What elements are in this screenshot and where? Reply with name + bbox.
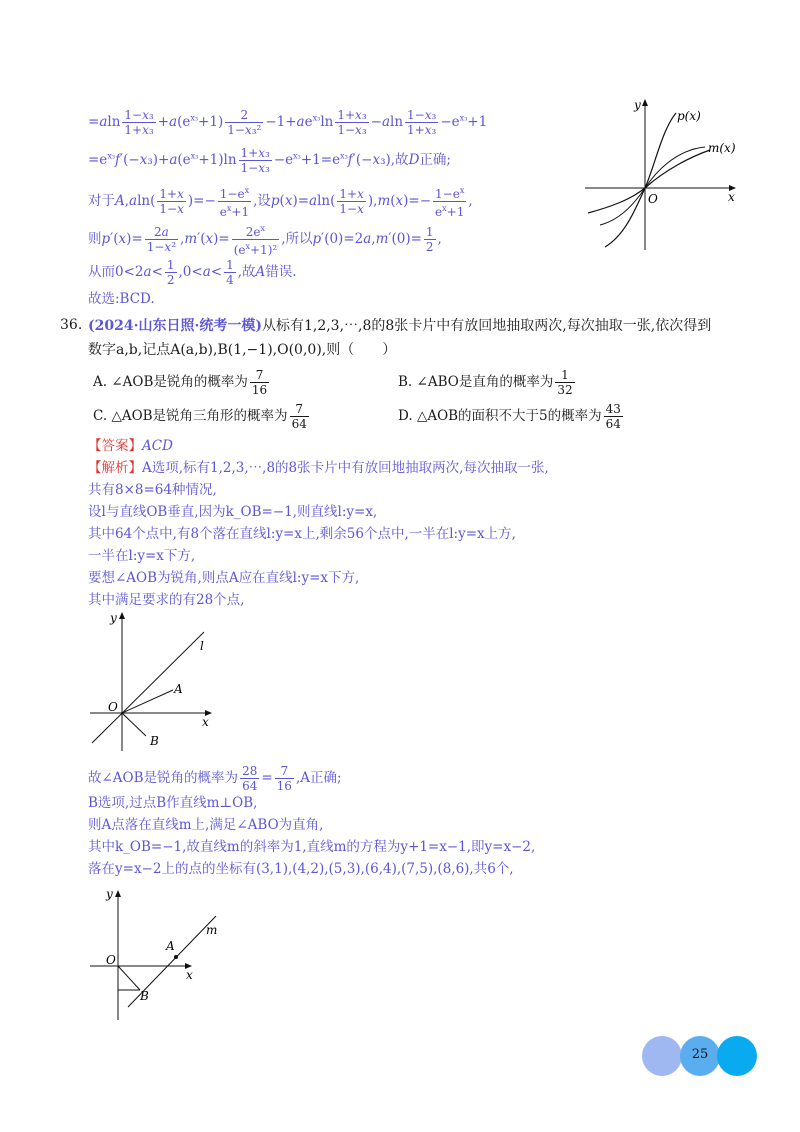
solution-line-4: 则p′(x)= $\frac{2a}{\text{1−x²}}$ ,m′(x)= $\frac{2e^x}{(e^x+1)^2}$ ,所以p′(0)=2a,m′(0)= $\frac{1}{2}$ , — [88, 224, 442, 257]
option-b: B. ∠ABO是直角的概率为 $\frac{1}{32}$ — [398, 368, 573, 397]
graph2-l-label: l — [200, 639, 204, 653]
solution-line-2: $=e^{x_3}f'(-x_3)+a(e^{x_3}+1)\ln$ $\frac{\text{1+x₃}}{\text{1−x₃}}$ $-e^{x_3}+1=e^{x_3}f'(-x_3)$,故D正确; — [88, 146, 451, 175]
solution-line-1: =aln $\frac{\text{1−x₃}}{\text{1+x₃}}$ $+a(e^{x_3}+1)$ $\frac{2}{\text{1−x₃²}}$ $-1+ae^{x_3}\ln$ $\frac{\text{1+x₃}}{\text{1−x₃}}$ −aln $\frac{\text{1−x₃}}{\text{1+x₃}}$ $-e^{x_3}+1$ — [88, 108, 488, 137]
analysis-prob-line: 故∠AOB是锐角的概率为 $\frac{28}{64}$ = $\frac{7}{16}$ ,A正确; — [88, 764, 342, 793]
graph1-x-label: x — [728, 190, 735, 204]
page-number: 25 — [691, 1047, 709, 1062]
graph3-a-label: A — [166, 939, 175, 953]
analysis-line-7: 其中满足要求的有28个点, — [88, 592, 245, 608]
page-circle-right — [717, 1036, 757, 1076]
analysis-line-5: 一半在l:y=x下方, — [88, 548, 196, 564]
analysis-line-2: 共有8×8=64种情况, — [88, 482, 217, 498]
graph-line-m — [88, 882, 238, 1027]
graph-line-l — [88, 608, 228, 753]
analysis-line-4: 其中64个点中,有8个落在直线l:y=x上,剩余56个点中,一半在l:y=x上方, — [88, 526, 516, 542]
analysis-line-10: 其中k_OB=−1,故直线m的斜率为1,直线m的方程为y+1=x−1,即y=x−2, — [88, 839, 536, 855]
option-c: C. △AOB是锐角三角形的概率为 $\frac{7}{64}$ — [93, 402, 307, 431]
analysis-line-9: 则A点落在直线m上,满足∠ABO为直角, — [88, 817, 324, 833]
question-stem-line-2: 数字a,b,记点A(a,b),B(1,−1),O(0,0),则（ ） — [88, 342, 397, 358]
graph2-origin: O — [108, 700, 118, 714]
analysis-line-3: 设l与直线OB垂直,因为k_OB=−1,则直线l:y=x, — [88, 504, 378, 520]
graph2-y-label: y — [110, 611, 117, 625]
question-number: 36. — [60, 317, 83, 333]
solution-line-3: 对于A,aln( $\frac{1+x}{1-x}$ )=− $\frac{1-e^x}{e^x+1}$ ,设p(x)=aln( $\frac{1+x}{1-x}$ ),m(x)=− $\frac{1-e^x}{e^x+1}$ , — [88, 186, 473, 219]
graph2-a-label: A — [174, 682, 183, 696]
graph1-y-label: y — [634, 98, 641, 112]
graph1-px-label: p(x) — [677, 109, 701, 123]
analysis-line-8: B选项,过点B作直线m⊥OB, — [88, 795, 258, 811]
solution-line-5: 从而0<2a< $\frac{1}{2}$ ,0<a< $\frac{1}{4}$ ,故A错误. — [88, 258, 297, 287]
graph3-b-label: B — [140, 989, 149, 1003]
analysis-line-1: 【解析】A选项,标有1,2,3,⋯,8的8张卡片中有放回地抽取两次,每次抽取一张, — [88, 460, 549, 476]
question-source: (2024·山东日照·统考一模) — [88, 318, 262, 334]
graph3-x-label: x — [186, 968, 193, 982]
graph3-origin: O — [106, 953, 116, 967]
page-circle-left — [642, 1036, 682, 1076]
graph2-b-label: B — [150, 734, 159, 748]
answer-line: 【答案】ACD — [88, 438, 173, 454]
graph1-origin: O — [648, 192, 658, 206]
graph3-y-label: y — [106, 887, 113, 901]
graph2-x-label: x — [202, 715, 209, 729]
analysis-line-11: 落在y=x−2上的点的坐标有(3,1),(4,2),(5,3),(6,4),(7,5),(8,6),共6个, — [88, 861, 514, 877]
option-a: A. ∠AOB是锐角的概率为 $\frac{7}{16}$ — [93, 368, 268, 397]
option-d: D. △AOB的面积不大于5的概率为 $\frac{43}{64}$ — [398, 402, 621, 431]
graph1-mx-label: m(x) — [708, 141, 736, 155]
question-stem-line-1: (2024·山东日照·统考一模)从标有1,2,3,⋯,8的8张卡片中有放回地抽取两次,每次抽取一张,依次得到 — [88, 318, 712, 334]
analysis-line-6: 要想∠AOB为锐角,则点A应在直线l:y=x下方, — [88, 570, 360, 586]
solution-line-6: 故选:BCD. — [88, 291, 155, 307]
graph3-m-label: m — [206, 923, 218, 937]
graph-p-m — [580, 95, 740, 255]
